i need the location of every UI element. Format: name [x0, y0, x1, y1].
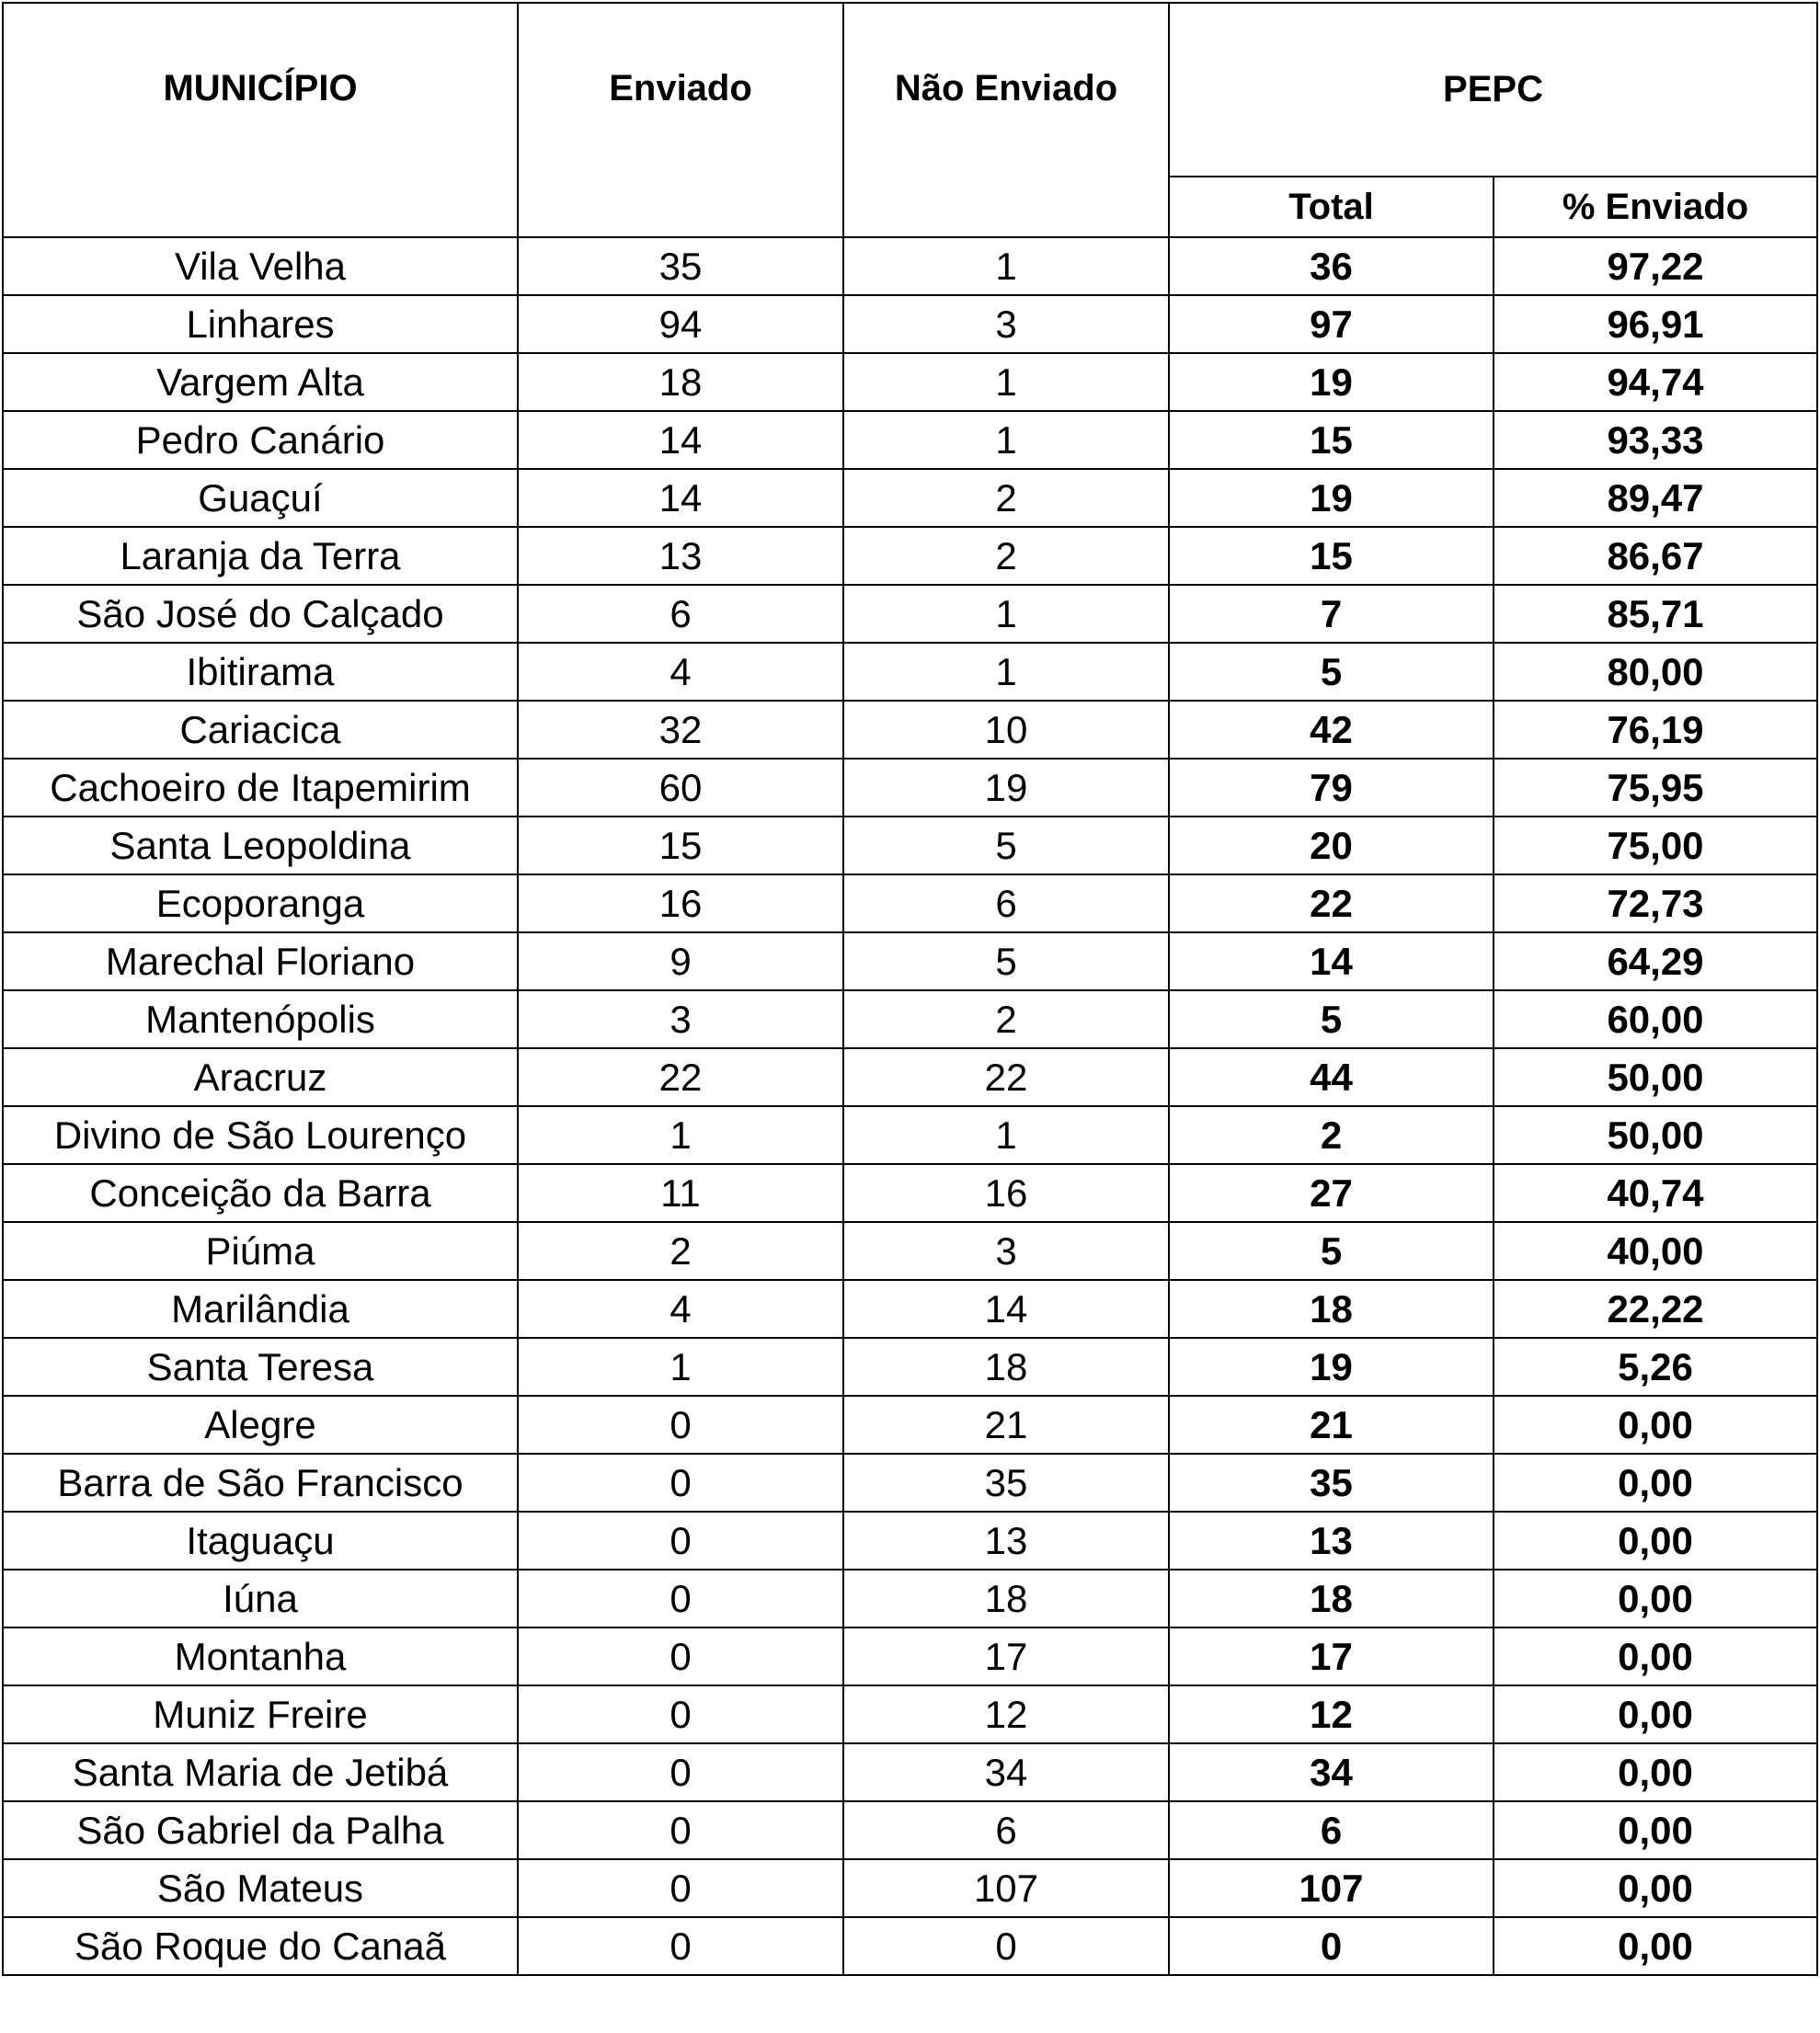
cell-enviado: 15 [518, 817, 843, 874]
cell-total: 14 [1169, 932, 1494, 990]
cell-municipio: Pedro Canário [3, 411, 518, 469]
cell-municipio: Divino de São Lourenço [3, 1106, 518, 1164]
cell-pct-enviado: 0,00 [1494, 1512, 1817, 1570]
cell-total: 0 [1169, 1917, 1494, 1975]
header-row [3, 3, 1817, 177]
cell-municipio: Mantenópolis [3, 990, 518, 1048]
cell-municipio: Santa Teresa [3, 1338, 518, 1396]
cell-total: 42 [1169, 701, 1494, 759]
cell-nao-enviado: 0 [843, 1917, 1169, 1975]
cell-total: 17 [1169, 1628, 1494, 1685]
table-row [3, 1222, 1817, 1280]
cell-pct-enviado: 50,00 [1494, 1106, 1817, 1164]
cell-enviado: 22 [518, 1048, 843, 1106]
table-row [3, 1628, 1817, 1685]
cell-total: 20 [1169, 817, 1494, 874]
cell-municipio: Cariacica [3, 701, 518, 759]
cell-municipio: Ibitirama [3, 643, 518, 701]
cell-enviado: 11 [518, 1164, 843, 1222]
cell-nao-enviado: 13 [843, 1512, 1169, 1570]
cell-total: 107 [1169, 1859, 1494, 1917]
cell-enviado: 13 [518, 527, 843, 585]
cell-pct-enviado: 0,00 [1494, 1859, 1817, 1917]
table-row [3, 817, 1817, 874]
cell-enviado: 4 [518, 643, 843, 701]
cell-municipio: Marilândia [3, 1280, 518, 1338]
cell-nao-enviado: 2 [843, 527, 1169, 585]
cell-nao-enviado: 5 [843, 932, 1169, 990]
cell-pct-enviado: 0,00 [1494, 1685, 1817, 1743]
cell-nao-enviado: 1 [843, 353, 1169, 411]
table-row [3, 1743, 1817, 1801]
cell-municipio: Ecoporanga [3, 874, 518, 932]
cell-pct-enviado: 85,71 [1494, 585, 1817, 643]
cell-pct-enviado: 97,22 [1494, 237, 1817, 295]
table-row [3, 1396, 1817, 1454]
cell-total: 19 [1169, 1338, 1494, 1396]
cell-municipio: São Mateus [3, 1859, 518, 1917]
cell-nao-enviado: 3 [843, 295, 1169, 353]
cell-municipio: Cachoeiro de Itapemirim [3, 759, 518, 817]
cell-total: 21 [1169, 1396, 1494, 1454]
cell-nao-enviado: 17 [843, 1628, 1169, 1685]
cell-enviado: 0 [518, 1512, 843, 1570]
cell-total: 18 [1169, 1280, 1494, 1338]
cell-enviado: 0 [518, 1917, 843, 1975]
cell-enviado: 18 [518, 353, 843, 411]
table-row [3, 1512, 1817, 1570]
header-municipio: MUNICÍPIO [3, 3, 518, 237]
cell-pct-enviado: 60,00 [1494, 990, 1817, 1048]
cell-nao-enviado: 18 [843, 1338, 1169, 1396]
cell-pct-enviado: 0,00 [1494, 1743, 1817, 1801]
cell-total: 35 [1169, 1454, 1494, 1512]
cell-enviado: 1 [518, 1106, 843, 1164]
cell-nao-enviado: 14 [843, 1280, 1169, 1338]
cell-pct-enviado: 89,47 [1494, 469, 1817, 527]
table-row [3, 1106, 1817, 1164]
cell-municipio: São Roque do Canaã [3, 1917, 518, 1975]
cell-pct-enviado: 76,19 [1494, 701, 1817, 759]
header-pct-enviado: % Enviado [1494, 177, 1817, 237]
cell-pct-enviado: 5,26 [1494, 1338, 1817, 1396]
cell-municipio: Aracruz [3, 1048, 518, 1106]
table-row [3, 1685, 1817, 1743]
cell-pct-enviado: 96,91 [1494, 295, 1817, 353]
table-row [3, 585, 1817, 643]
cell-total: 13 [1169, 1512, 1494, 1570]
cell-pct-enviado: 22,22 [1494, 1280, 1817, 1338]
cell-nao-enviado: 16 [843, 1164, 1169, 1222]
cell-pct-enviado: 0,00 [1494, 1454, 1817, 1512]
cell-nao-enviado: 22 [843, 1048, 1169, 1106]
table-row [3, 1454, 1817, 1512]
cell-enviado: 0 [518, 1396, 843, 1454]
cell-nao-enviado: 34 [843, 1743, 1169, 1801]
cell-total: 19 [1169, 353, 1494, 411]
cell-enviado: 14 [518, 469, 843, 527]
cell-municipio: São Gabriel da Palha [3, 1801, 518, 1859]
table-row [3, 1570, 1817, 1628]
table-row [3, 932, 1817, 990]
cell-pct-enviado: 94,74 [1494, 353, 1817, 411]
cell-total: 5 [1169, 1222, 1494, 1280]
cell-total: 34 [1169, 1743, 1494, 1801]
cell-enviado: 3 [518, 990, 843, 1048]
cell-total: 19 [1169, 469, 1494, 527]
cell-municipio: São José do Calçado [3, 585, 518, 643]
table-row [3, 759, 1817, 817]
cell-pct-enviado: 64,29 [1494, 932, 1817, 990]
table-row [3, 527, 1817, 585]
cell-municipio: Guaçuí [3, 469, 518, 527]
cell-total: 79 [1169, 759, 1494, 817]
cell-pct-enviado: 75,95 [1494, 759, 1817, 817]
cell-nao-enviado: 12 [843, 1685, 1169, 1743]
cell-municipio: Alegre [3, 1396, 518, 1454]
table-body [3, 237, 1817, 1975]
cell-enviado: 2 [518, 1222, 843, 1280]
cell-nao-enviado: 1 [843, 411, 1169, 469]
cell-total: 5 [1169, 643, 1494, 701]
cell-nao-enviado: 19 [843, 759, 1169, 817]
cell-nao-enviado: 5 [843, 817, 1169, 874]
cell-enviado: 94 [518, 295, 843, 353]
cell-pct-enviado: 80,00 [1494, 643, 1817, 701]
cell-enviado: 4 [518, 1280, 843, 1338]
cell-nao-enviado: 6 [843, 874, 1169, 932]
cell-pct-enviado: 0,00 [1494, 1628, 1817, 1685]
pepc-table [2, 2, 1818, 1976]
pepc-table-container [2, 2, 1818, 1976]
cell-enviado: 0 [518, 1859, 843, 1917]
table-row [3, 990, 1817, 1048]
cell-nao-enviado: 2 [843, 469, 1169, 527]
cell-enviado: 0 [518, 1743, 843, 1801]
cell-nao-enviado: 2 [843, 990, 1169, 1048]
cell-total: 5 [1169, 990, 1494, 1048]
table-row [3, 1338, 1817, 1396]
cell-total: 18 [1169, 1570, 1494, 1628]
cell-total: 12 [1169, 1685, 1494, 1743]
cell-nao-enviado: 1 [843, 643, 1169, 701]
cell-municipio: Vargem Alta [3, 353, 518, 411]
cell-municipio: Vila Velha [3, 237, 518, 295]
cell-pct-enviado: 50,00 [1494, 1048, 1817, 1106]
cell-pct-enviado: 0,00 [1494, 1396, 1817, 1454]
table-row [3, 353, 1817, 411]
header-nao-enviado: Não Enviado [843, 3, 1169, 237]
cell-nao-enviado: 1 [843, 1106, 1169, 1164]
cell-total: 44 [1169, 1048, 1494, 1106]
cell-pct-enviado: 75,00 [1494, 817, 1817, 874]
header-pepc: PEPC [1169, 3, 1817, 177]
cell-municipio: Piúma [3, 1222, 518, 1280]
cell-pct-enviado: 93,33 [1494, 411, 1817, 469]
cell-enviado: 0 [518, 1570, 843, 1628]
table-row [3, 295, 1817, 353]
cell-municipio: Marechal Floriano [3, 932, 518, 990]
table-row [3, 1048, 1817, 1106]
cell-pct-enviado: 86,67 [1494, 527, 1817, 585]
cell-pct-enviado: 40,74 [1494, 1164, 1817, 1222]
table-row [3, 1801, 1817, 1859]
cell-enviado: 60 [518, 759, 843, 817]
cell-enviado: 35 [518, 237, 843, 295]
header-enviado: Enviado [518, 3, 843, 237]
cell-total: 7 [1169, 585, 1494, 643]
cell-enviado: 0 [518, 1685, 843, 1743]
cell-enviado: 14 [518, 411, 843, 469]
cell-municipio: Santa Leopoldina [3, 817, 518, 874]
cell-municipio: Barra de São Francisco [3, 1454, 518, 1512]
table-row [3, 1280, 1817, 1338]
cell-municipio: Itaguaçu [3, 1512, 518, 1570]
cell-municipio: Iúna [3, 1570, 518, 1628]
cell-total: 22 [1169, 874, 1494, 932]
cell-nao-enviado: 1 [843, 237, 1169, 295]
cell-total: 2 [1169, 1106, 1494, 1164]
header-total: Total [1169, 177, 1494, 237]
cell-enviado: 1 [518, 1338, 843, 1396]
cell-total: 15 [1169, 527, 1494, 585]
table-row [3, 1859, 1817, 1917]
cell-pct-enviado: 0,00 [1494, 1570, 1817, 1628]
cell-total: 6 [1169, 1801, 1494, 1859]
cell-municipio: Muniz Freire [3, 1685, 518, 1743]
table-row [3, 1917, 1817, 1975]
cell-total: 27 [1169, 1164, 1494, 1222]
cell-municipio: Montanha [3, 1628, 518, 1685]
cell-enviado: 0 [518, 1628, 843, 1685]
table-row [3, 469, 1817, 527]
table-row [3, 1164, 1817, 1222]
table-row [3, 874, 1817, 932]
cell-municipio: Conceição da Barra [3, 1164, 518, 1222]
cell-nao-enviado: 107 [843, 1859, 1169, 1917]
cell-enviado: 9 [518, 932, 843, 990]
cell-pct-enviado: 40,00 [1494, 1222, 1817, 1280]
cell-nao-enviado: 3 [843, 1222, 1169, 1280]
cell-nao-enviado: 35 [843, 1454, 1169, 1512]
cell-municipio: Linhares [3, 295, 518, 353]
cell-enviado: 32 [518, 701, 843, 759]
cell-pct-enviado: 0,00 [1494, 1917, 1817, 1975]
cell-enviado: 6 [518, 585, 843, 643]
table-row [3, 237, 1817, 295]
cell-total: 36 [1169, 237, 1494, 295]
cell-nao-enviado: 6 [843, 1801, 1169, 1859]
cell-total: 15 [1169, 411, 1494, 469]
cell-pct-enviado: 0,00 [1494, 1801, 1817, 1859]
cell-enviado: 0 [518, 1801, 843, 1859]
cell-nao-enviado: 21 [843, 1396, 1169, 1454]
table-row [3, 411, 1817, 469]
cell-enviado: 16 [518, 874, 843, 932]
cell-nao-enviado: 10 [843, 701, 1169, 759]
table-row [3, 643, 1817, 701]
cell-pct-enviado: 72,73 [1494, 874, 1817, 932]
cell-nao-enviado: 1 [843, 585, 1169, 643]
cell-municipio: Laranja da Terra [3, 527, 518, 585]
cell-nao-enviado: 18 [843, 1570, 1169, 1628]
cell-municipio: Santa Maria de Jetibá [3, 1743, 518, 1801]
table-row [3, 701, 1817, 759]
table-header [3, 3, 1817, 237]
cell-total: 97 [1169, 295, 1494, 353]
cell-enviado: 0 [518, 1454, 843, 1512]
